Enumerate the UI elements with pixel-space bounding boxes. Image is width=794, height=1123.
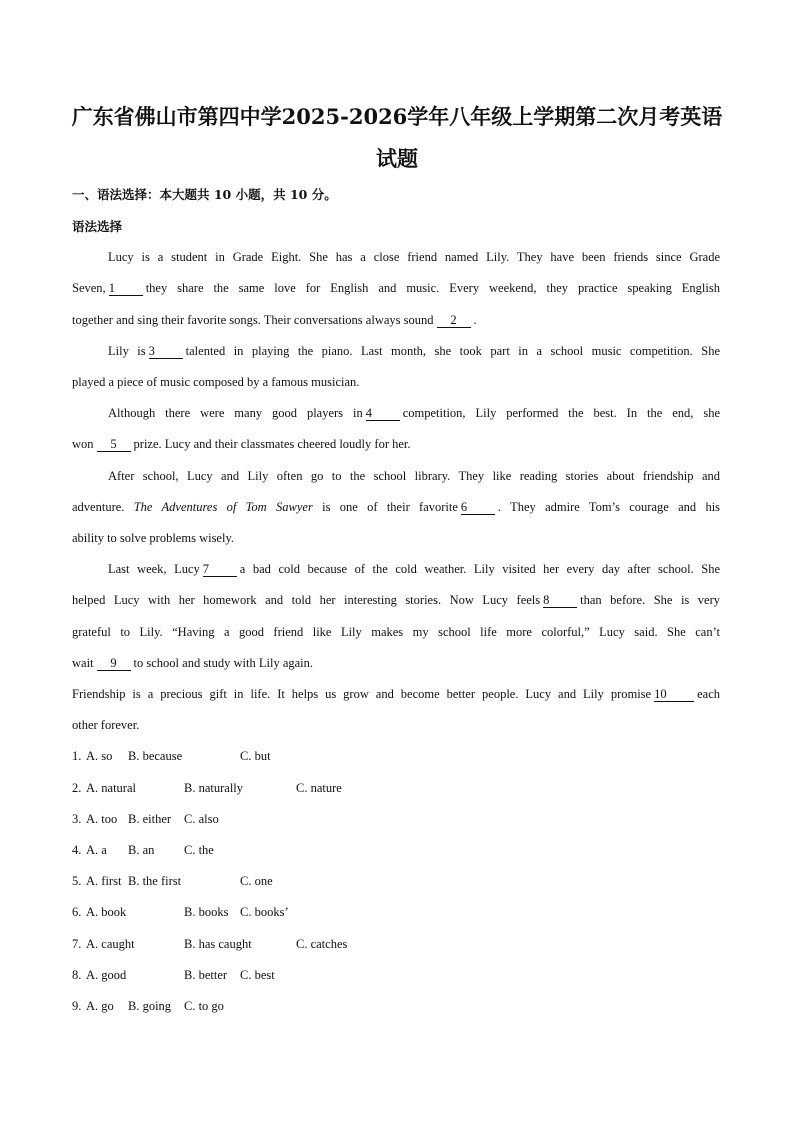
question-number: 5. [72,874,82,888]
answer-blank: 9 [97,656,131,671]
exam-title-continued: 试题 [376,146,418,171]
option-a: A. go [86,999,114,1013]
passage-line: together and sing their favorite songs. Their conversations always sound 2 . [72,313,477,327]
option-c: C. best [240,968,275,982]
passage-line: other forever. [72,718,140,732]
section-heading: 一、语法选择：本大题共 10 小题，共 10 分。 [72,187,337,202]
option-c: C. to go [184,999,224,1013]
passage-line: Last week, Lucy 7 a bad cold because of the cold weather. Lily visited her every day after school. She [108,562,720,576]
answer-blank: 5 [97,437,131,452]
passage-line: adventure. The Adventures of Tom Sawyer is one of their favorite 6 . They admire Tom’s courage and his [72,500,721,514]
answer-blank: 2 [437,313,471,328]
question-number: 8. [72,968,82,982]
answer-blank: 6 [461,500,495,515]
question-number: 7. [72,937,82,951]
answer-blank: 1 [109,281,143,296]
passage-line: wait 9 to school and study with Lily again. [72,656,314,670]
option-b: B. an [128,843,155,857]
passage-line: Lily is 3 talented in playing the piano. Last month, she took part in a school music competition. She [108,344,720,358]
option-a: A. good [86,968,127,982]
option-c: C. catches [296,937,348,951]
question-number: 4. [72,843,82,857]
question-number: 1. [72,749,82,763]
option-b: B. better [184,968,228,982]
answer-blank: 3 [149,344,183,359]
passage-line: Lucy is a student in Grade Eight. She has a close friend named Lily. They have been friends since Grade [108,250,720,264]
answer-blank: 7 [203,562,237,577]
option-c: C. also [184,812,219,826]
section-subheading: 语法选择 [72,219,123,234]
option-b: B. books [184,905,229,919]
option-c: C. the [184,843,214,857]
option-b: B. naturally [184,781,244,795]
answer-blank: 4 [366,406,400,421]
passage-line: played a piece of music composed by a famous musician. [72,375,360,389]
passage-line: grateful to Lily. “Having a good friend like Lily makes my school life more colorful,” Lucy said. She can’t [72,625,720,639]
option-c: C. nature [296,781,342,795]
option-c: C. books’ [240,905,289,919]
option-a: A. first [86,874,122,888]
passage-line: Although there were many good players in 4 competition, Lily performed the best. In the end, she [108,406,720,420]
option-a: A. too [86,812,118,826]
option-b: B. because [128,749,183,763]
option-b: B. the first [128,874,182,888]
option-a: A. caught [86,937,135,951]
option-a: A. so [86,749,113,763]
option-a: A. a [86,843,107,857]
passage-line: Seven, 1 they share the same love for English and music. Every weekend, they practice speaking English [72,281,720,295]
option-a: A. natural [86,781,136,795]
question-number: 3. [72,812,82,826]
passage-line: helped Lucy with her homework and told her interesting stories. Now Lucy feels 8 than before. She is very [72,593,720,607]
exam-title: 广东省佛山市第四中学2025-2026学年八年级上学期第二次月考英语 [71,104,723,129]
book-title: The Adventures of Tom Sawyer [133,500,313,514]
option-b: B. either [128,812,172,826]
answer-blank: 10 [654,687,694,702]
passage-line: ability to solve problems wisely. [72,531,235,545]
question-number: 9. [72,999,82,1013]
option-c: C. one [240,874,273,888]
option-b: B. going [128,999,172,1013]
question-number: 6. [72,905,82,919]
answer-blank: 8 [543,593,577,608]
option-c: C. but [240,749,271,763]
passage-line: After school, Lucy and Lily often go to the school library. They like reading stories about friendship and [108,469,720,483]
passage-line: Friendship is a precious gift in life. It helps us grow and become better people. Lucy and Lily promise 10 each [72,687,720,701]
question-number: 2. [72,781,82,795]
option-b: B. has caught [184,937,252,951]
option-a: A. book [86,905,127,919]
passage-line: won 5 prize. Lucy and their classmates cheered loudly for her. [72,437,411,451]
